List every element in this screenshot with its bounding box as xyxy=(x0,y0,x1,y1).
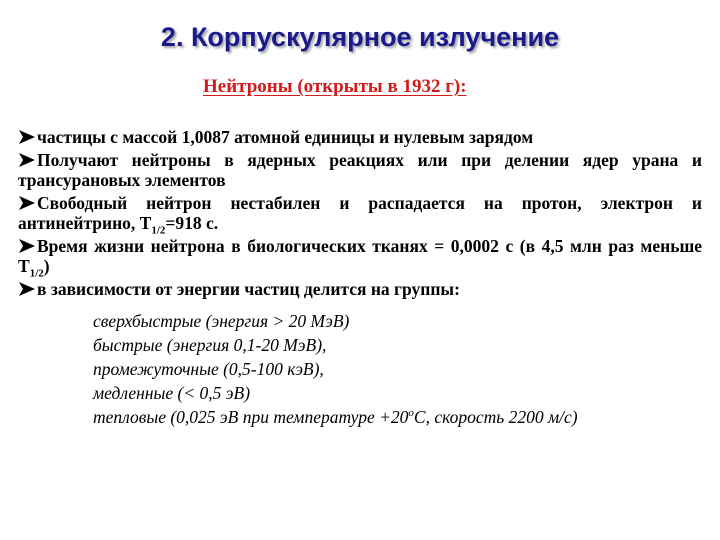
bullet-item xyxy=(18,279,702,299)
arrow-bullet-icon xyxy=(18,152,36,168)
bullet-text-end: ) xyxy=(43,256,50,276)
bullet-text-end: =918 с. xyxy=(165,213,219,233)
half-life-subscript: 1/2 xyxy=(29,267,44,280)
bullet-text: Время жизни нейтрона в биологических тканях = 0,0002 с (в 4,5 млн раз меньше T xyxy=(18,236,702,276)
group-text: тепловые (0,025 эВ при температуре +20 xyxy=(93,407,409,427)
group-item-fast: быстрые (энергия 0,1-20 МэВ), xyxy=(93,335,327,355)
group-text-end: С, скорость 2200 м/с) xyxy=(413,407,578,427)
bullet-item xyxy=(18,236,702,280)
bullet-item xyxy=(18,127,702,147)
bullet-text: Свободный нейтрон нестабилен и распадается на протон, электрон и антинейтрино, T xyxy=(18,193,702,233)
arrow-bullet-icon xyxy=(18,129,36,145)
arrow-bullet-icon xyxy=(18,195,36,211)
half-life-subscript: 1/2 xyxy=(151,224,166,237)
arrow-bullet-icon xyxy=(18,238,36,254)
slide-title: 2. Корпускулярное излучение xyxy=(160,22,560,52)
bullet-text: частицы с массой 1,0087 атомной единицы и нулевым зарядом xyxy=(37,127,534,147)
group-item-intermediate: промежуточные (0,5-100 кэВ), xyxy=(93,359,324,379)
group-item-superfast: сверхбыстрые (энергия > 20 МэВ) xyxy=(93,311,350,331)
group-item-thermal xyxy=(93,405,578,429)
bullet-item xyxy=(18,150,702,190)
degree-superscript: o xyxy=(408,407,414,420)
group-item-slow: медленные (< 0,5 эВ) xyxy=(93,383,251,403)
arrow-bullet-icon xyxy=(18,281,36,297)
bullet-text: Получают нейтроны в ядерных реакциях или при делении ядер урана и трансурановых элементов xyxy=(18,150,702,190)
bullet-text: в зависимости от энергии частиц делится на группы: xyxy=(37,279,460,299)
energy-group-list xyxy=(93,309,578,429)
bullet-list xyxy=(18,127,702,302)
bullet-item xyxy=(18,193,702,237)
slide-subtitle: Нейтроны (открыты в 1932 г): xyxy=(203,76,467,97)
